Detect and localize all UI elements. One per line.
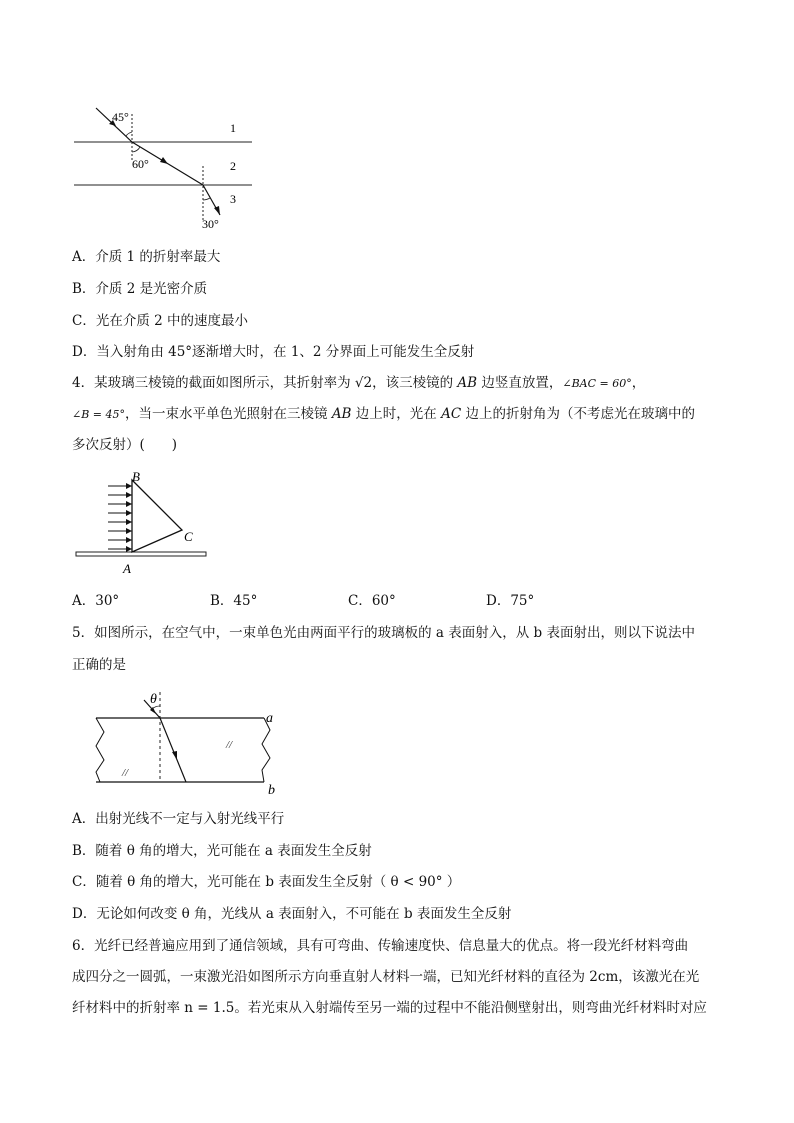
q4-prism-figure [76, 470, 216, 578]
q6-stem-line-1: 6．光纤已经普遍应用到了通信领域，具有可弯曲、传输速度快、信息量大的优点。将一段光纤材料弯曲 [72, 938, 689, 954]
q4-text: 边上时，光在 [351, 406, 442, 422]
q5-option-b: B．随着 θ 角的增大，光可能在 a 表面发生全反射 [72, 843, 372, 859]
q4-text: ， [631, 375, 646, 391]
q5-arrow-2 [172, 751, 177, 760]
q4-ac: AC [441, 406, 462, 422]
q5-right-break [262, 718, 270, 782]
q3-arc-60 [132, 147, 140, 152]
q6-stem-line-3: 纤材料中的折射率 n = 1.5。若光束从入射端传至另一端的过程中不能沿侧壁射出，则弯曲光纤材料时对应 [72, 1000, 707, 1016]
q4-stem-line-1 [72, 373, 645, 394]
q4-stem-line-2 [72, 404, 695, 425]
q4-angle-b: ∠B = 45° [72, 408, 126, 421]
q5-glass-slab-figure [94, 688, 284, 796]
q4-vertex-b: B [132, 469, 140, 484]
q4-base-plate [76, 552, 206, 556]
q3-angle-45-label: 45° [112, 110, 129, 124]
q5-option-c: C．随着 θ 角的增大，光可能在 b 表面发生全反射（ θ < 90° ） [72, 874, 461, 890]
q3-option-b: B．介质 2 是光密介质 [72, 281, 208, 297]
q5-refracted-ray [160, 718, 186, 782]
q5-label-a: a [266, 711, 273, 726]
q4-ab: AB [457, 375, 478, 391]
q5-label-b: b [268, 783, 275, 798]
q4-option-d: D．75° [486, 593, 535, 609]
q3-refraction-figure [72, 104, 262, 234]
q4-sqrt2: √2 [354, 375, 373, 391]
q3-medium-2-label: 2 [230, 159, 236, 173]
q4-text: 4．某玻璃三棱镜的截面如图所示，其折射率为 [72, 375, 355, 391]
q4-prism-triangle [132, 480, 182, 552]
q4-light-arrows [126, 483, 132, 552]
q4-stem-line-3: 多次反射）( ) [72, 437, 178, 453]
q4-option-c: C．60° [348, 593, 396, 609]
q3-angle-60-label: 60° [132, 157, 149, 171]
q5-option-a: A．出射光线不一定与入射光线平行 [72, 811, 285, 827]
q4-vertex-a: A [123, 561, 131, 576]
q5-stem-line-1: 5．如图所示，在空气中，一束单色光由两面平行的玻璃板的 a 表面射入，从 b 表面射出，则以下说法中 [72, 625, 695, 641]
q3-arc-30 [203, 198, 210, 200]
q4-angle-bac: ∠BAC = 60° [562, 377, 632, 390]
q4-vertex-c: C [184, 529, 193, 544]
q5-hatch-2: // [122, 767, 129, 779]
q3-arrow-2 [160, 157, 168, 164]
q3-arrow-3 [214, 206, 220, 215]
q4-text: ，该三棱镜的 [372, 375, 458, 391]
q3-angle-30-label: 30° [202, 217, 219, 231]
q5-option-d: D．无论如何改变 θ 角，光线从 a 表面射入，不可能在 b 表面发生全反射 [72, 906, 512, 922]
q6-stem-line-2: 成四分之一圆弧，一束激光沿如图所示方向垂直射人材料一端，已知光纤材料的直径为 2cm，该激光在光 [72, 969, 700, 985]
q5-hatch-1: // [226, 739, 233, 751]
q5-left-break [96, 718, 104, 782]
q3-option-a: A．介质 1 的折射率最大 [72, 249, 221, 265]
q5-stem-line-2: 正确的是 [72, 657, 126, 673]
q4-text: 边上的折射角为（不考虑光在玻璃中的 [461, 406, 695, 422]
q4-option-b: B．45° [210, 593, 258, 609]
q3-option-d: D．当入射角由 45°逐渐增大时，在 1、2 分界面上可能发生全反射 [72, 344, 475, 360]
q3-arc-45 [126, 132, 132, 136]
q4-text: ，当一束水平单色光照射在三棱镜 [125, 406, 332, 422]
q3-option-c: C．光在介质 2 中的速度最小 [72, 313, 249, 329]
q5-theta-label: θ [150, 692, 157, 707]
q3-medium-1-label: 1 [230, 121, 236, 135]
q4-text: 边竖直放置， [477, 375, 563, 391]
q3-medium-3-label: 3 [230, 192, 236, 206]
q4-ab: AB [331, 406, 352, 422]
q4-option-a: A．30° [72, 593, 120, 609]
